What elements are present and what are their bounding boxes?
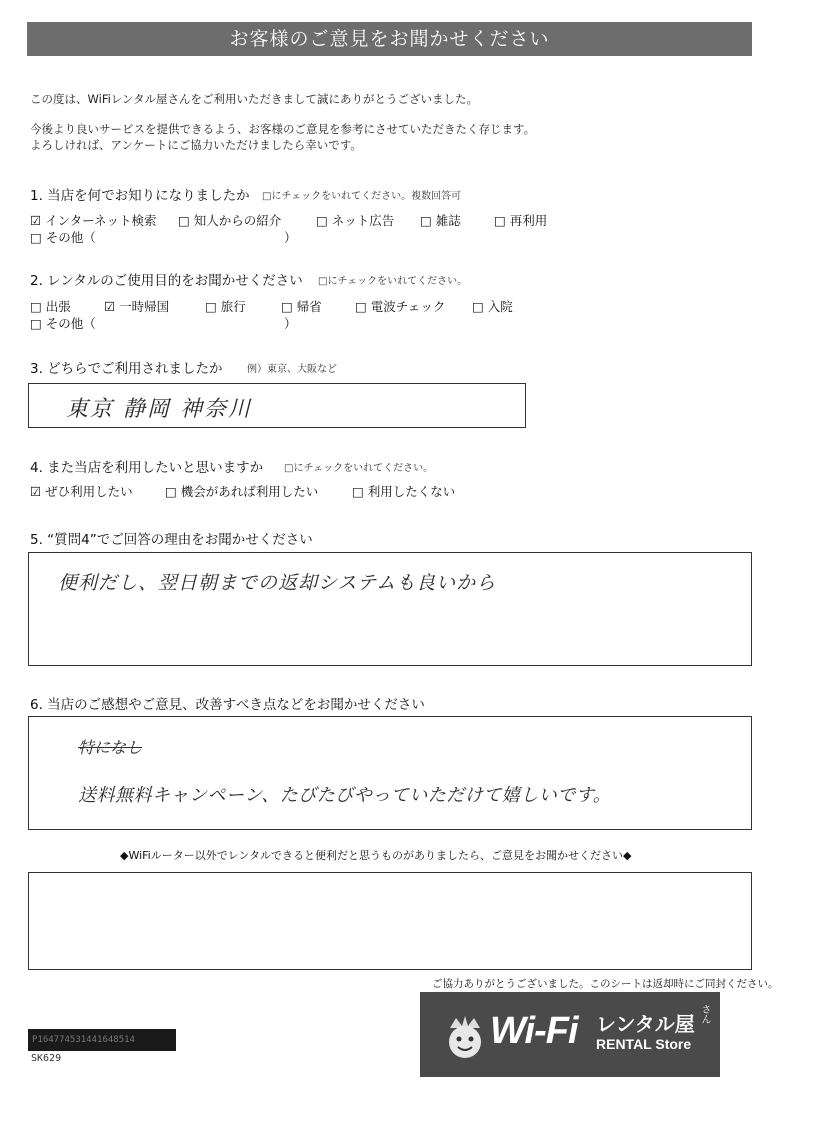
q2-option-hospital[interactable]: □ 入院 (472, 299, 513, 314)
q2-option-signal-check[interactable]: □ 電波チェック (355, 299, 446, 314)
q7-label: ◆WiFiルーター以外でレンタルできると便利だと思うものがありましたら、ご意見をお聞かせください◆ (120, 849, 632, 862)
intro-line-3: よろしければ、アンケートにご協力いただけましたら幸いです。 (30, 138, 362, 152)
q1-option-other[interactable]: □ その他（ (30, 230, 96, 245)
q3-note: 例）東京、大阪など (247, 364, 337, 375)
return-note: ご協力ありがとうございました。このシートは返却時にご同封ください。 (432, 978, 779, 990)
q1-note: □にチェックをいれてください。複数回答可 (262, 191, 462, 202)
q2-other-close: ） (284, 316, 297, 331)
q2-option-temp-return[interactable]: ☑ 一時帰国 (104, 299, 170, 314)
q2-label: 2. レンタルのご使用目的をお聞かせください (30, 273, 303, 289)
wifi-rental-logo (420, 992, 720, 1077)
q1-option-internet[interactable]: ☑ インターネット検索 (30, 213, 157, 228)
q1-option-reuse[interactable]: □ 再利用 (494, 213, 548, 228)
q3-handwritten-answer: 東京 静岡 神奈川 (66, 397, 252, 422)
q5-handwritten-answer: 便利だし、翌日朝までの返却システムも良いから (58, 572, 497, 594)
q2-option-homecoming[interactable]: □ 帰省 (281, 299, 322, 314)
intro-line-1: この度は、WiFiレンタル屋さんをご利用いただきまして誠にありがとうございました。 (30, 92, 479, 106)
q6-struck-answer: 特になし (78, 738, 143, 757)
q6-label: 6. 当店のご感想やご意見、改善すべき点などをお聞かせください (30, 697, 425, 713)
q7-answer-box[interactable] (28, 872, 752, 970)
q2-option-business[interactable]: □ 出張 (30, 299, 71, 314)
q4-option-no[interactable]: □ 利用したくない (352, 484, 456, 499)
q4-note: □にチェックをいれてください。 (284, 463, 434, 474)
q2-note: □にチェックをいれてください。 (318, 276, 468, 287)
q4-label: 4. また当店を利用したいと思いますか (30, 460, 264, 476)
logo-en-text: RENTAL Store (596, 1036, 692, 1052)
logo-jp-text: レンタル屋 (596, 1012, 695, 1036)
serial-number-redacted: P164774531441648514 (28, 1029, 176, 1051)
q6-answer-box[interactable] (28, 716, 752, 830)
q6-handwritten-answer: 送料無料キャンペーン、たびたびやっていただけて嬉しいです。 (78, 785, 612, 806)
logo-wifi-text: Wi-Fi (490, 1010, 578, 1052)
logo-san-text: さん (699, 1004, 710, 1024)
q2-option-other[interactable]: □ その他（ (30, 316, 96, 331)
mascot-icon (442, 1014, 488, 1060)
q1-other-close: ） (284, 230, 297, 245)
q4-option-definitely[interactable]: ☑ ぜひ利用したい (30, 484, 133, 499)
page-title: お客様のご意見をお聞かせください (27, 22, 752, 56)
sheet-code: SK629 (31, 1053, 62, 1064)
q2-option-travel[interactable]: □ 旅行 (205, 299, 246, 314)
q4-option-if-chance[interactable]: □ 機会があれば利用したい (165, 484, 319, 499)
q1-option-net-ad[interactable]: □ ネット広告 (316, 213, 395, 228)
q5-label: 5. “質問4”でご回答の理由をお聞かせください (30, 532, 313, 548)
q1-option-referral[interactable]: □ 知人からの紹介 (178, 213, 282, 228)
q1-label: 1. 当店を何でお知りになりましたか (30, 188, 250, 204)
q3-label: 3. どちらでご利用されましたか (30, 361, 223, 377)
intro-line-2: 今後より良いサービスを提供できるよう、お客様のご意見を参考にさせていただきたく存じます。 (30, 122, 536, 136)
q1-option-magazine[interactable]: □ 雑誌 (420, 213, 461, 228)
